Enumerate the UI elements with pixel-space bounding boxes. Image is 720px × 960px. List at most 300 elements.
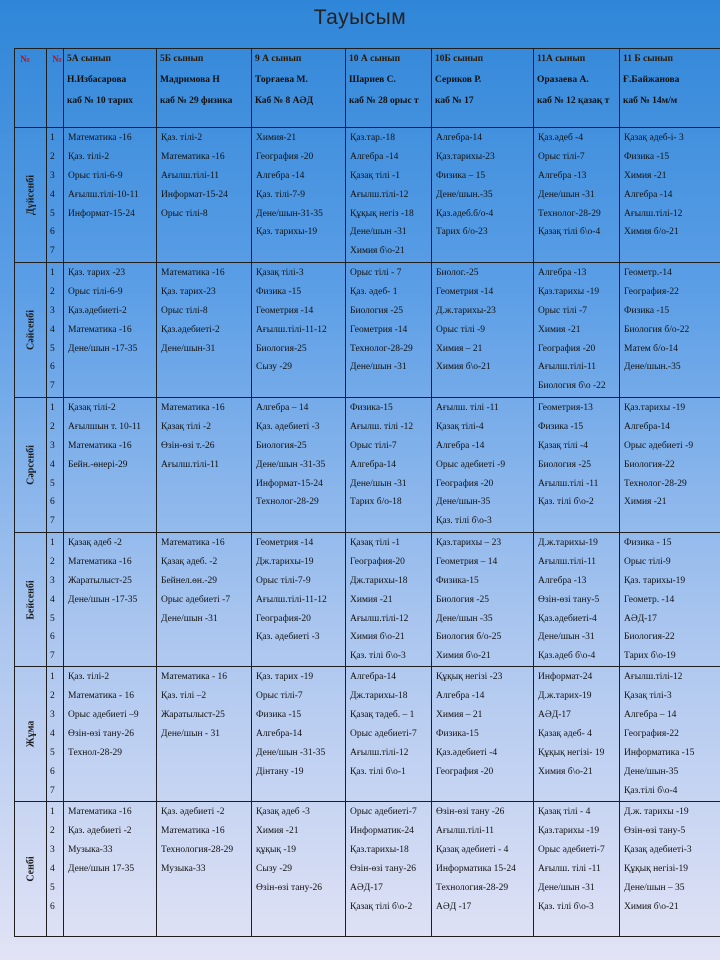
lesson-subject [161, 377, 251, 396]
lesson-subject: Дене/шын -31 [350, 362, 407, 373]
lesson-subject: Ағылш.тілі-12 [350, 613, 409, 624]
lesson-subject: География -20 [436, 478, 494, 489]
lesson-subject: Дене/шын - 31 [161, 728, 220, 739]
lesson-subject: Ағылш.тілі-10-11 [68, 189, 139, 200]
lesson-subject: Алгебра -14 [624, 189, 673, 200]
lesson-subject: Орыс әдебиеті-7 [538, 845, 605, 856]
header-class-line: Н.Избасарова [67, 75, 127, 85]
lesson-cell [157, 802, 252, 937]
lesson-subject [161, 512, 251, 531]
lesson-number: 4 [50, 728, 55, 739]
lesson-subject: География-22 [624, 286, 679, 297]
lesson-subject: Орыс әдебиеті -9 [436, 459, 506, 470]
lesson-subject: Дене/шын-35 [436, 497, 491, 508]
lesson-subject: Химия -21 [624, 497, 667, 508]
lesson-number: 5 [50, 613, 55, 624]
lesson-subject [256, 377, 345, 396]
lesson-number: 5 [50, 747, 55, 758]
day-cell [15, 128, 47, 263]
lesson-subject [624, 242, 720, 261]
lesson-subject: Қаз.әдеб.б/о-4 [436, 208, 494, 219]
lesson-subject: Ағылш.тілі-11 [161, 170, 220, 181]
lesson-subject: Құқық негізі -23 [436, 672, 503, 683]
lesson-number: 7 [50, 785, 55, 796]
lesson-subject: Құқық негізі- 19 [538, 747, 605, 758]
lesson-subject: Ағылш.тілі-12 [350, 189, 409, 200]
header-class-line: Сериков Р. [435, 75, 482, 85]
lesson-subject: Химия б\о-21 [350, 246, 405, 257]
lesson-subject [161, 744, 251, 763]
lesson-subject: География -20 [256, 151, 314, 162]
lesson-subject: Физика-15 [436, 728, 479, 739]
lesson-cell [534, 398, 620, 533]
header-class-line: Каб № 8 АӘД [255, 96, 314, 106]
lesson-subject: География-20 [350, 556, 405, 567]
lesson-cell [620, 263, 720, 398]
lesson-number: 1 [50, 133, 55, 143]
lesson-number: 1 [50, 807, 55, 818]
lesson-subject: Өзін-өзі тану -26 [436, 807, 505, 818]
lesson-subject: Ағылш.тілі-12 [624, 672, 683, 683]
lesson-subject [68, 512, 156, 531]
header-class-3 [252, 49, 346, 128]
lesson-subject: Қазақ әдебиеті-3 [624, 845, 692, 856]
lesson-subject: Технология-28-29 [436, 882, 509, 893]
lesson-subject: Дж.тарихы-18 [350, 691, 408, 702]
lesson-subject: Дене/шын-35 [624, 766, 679, 777]
lesson-cell [252, 398, 346, 533]
lesson-subject: Сызу -29 [256, 863, 293, 874]
lesson-subject: Физика - 15 [624, 538, 672, 548]
lesson-number: 2 [50, 286, 55, 297]
lesson-number: 4 [50, 594, 55, 605]
lesson-subject: Математика -16 [68, 133, 132, 143]
day-row [15, 128, 720, 263]
lesson-subject: Қаз. әдебиеті -3 [256, 632, 320, 643]
lesson-subject: Қаз. тілі-2 [68, 151, 110, 162]
lesson-subject: Орыс әдебиеті-7 [350, 807, 417, 818]
header-class-line: Торғаева М. [255, 75, 308, 85]
lesson-subject: Дене/шын -35 [436, 613, 493, 624]
lesson-subject: Қазақ тілі -2 [161, 421, 211, 432]
lesson-subject [68, 628, 156, 647]
lesson-subject: Өзін-өзі т.-26 [161, 440, 215, 451]
lesson-number: 4 [50, 189, 55, 200]
page-title: Тауысым [313, 6, 407, 29]
lesson-subject: Химия – 21 [436, 343, 483, 354]
lesson-subject: География-22 [624, 728, 679, 739]
lesson-subject: Музыка-33 [68, 845, 113, 856]
lesson-subject: Химия-21 [256, 133, 297, 143]
lesson-subject: Орыс әдебиеті –9 [68, 710, 139, 721]
lesson-subject: Құқық негіз -18 [350, 208, 414, 219]
lesson-cell [432, 667, 534, 802]
lesson-subject: Қаз. тарихы-19 [256, 227, 318, 238]
lesson-subject: Технол-28-29 [68, 747, 123, 758]
lesson-subject: Геометрия -14 [256, 305, 314, 316]
lesson-subject: Алгебра -14 [436, 440, 485, 451]
lesson-subject [68, 377, 156, 396]
header-class-line: 9 А сынып [255, 54, 302, 64]
header-class-line: 11 Б сынып [623, 54, 674, 64]
lesson-subject: Ағылш.тілі -11 [538, 478, 599, 489]
lesson-subject: Дене/шын -31 [161, 613, 218, 624]
lesson-subject: Математика -16 [161, 826, 225, 837]
lesson-subject: Орыс әдебиеті-7 [350, 728, 417, 739]
lesson-subject: Химия б\о-21 [436, 651, 491, 662]
lesson-number: 6 [50, 497, 55, 508]
lesson-subject: Қазақ әдебиеті - 4 [436, 845, 509, 856]
lesson-number: 2 [50, 421, 55, 432]
lesson-subject: Қаз.әдебиеті-2 [161, 324, 220, 335]
lesson-cell [620, 128, 720, 263]
lesson-subject: Алгебра -13 [538, 268, 587, 278]
lesson-subject: Қаз. тілі б\о-3 [538, 901, 594, 912]
lesson-subject: Ағылш.тілі-11 [538, 362, 597, 373]
lesson-subject: Қаз. тілі –2 [161, 691, 207, 702]
lesson-subject: Математика -16 [68, 440, 132, 451]
lesson-subject: Қазақ тілі-3 [256, 268, 304, 278]
lesson-subject: Қаз. әдебиеті -2 [68, 826, 132, 837]
lesson-subject [256, 242, 345, 261]
lesson-subject: Қаз. тілі б\о-3 [350, 651, 406, 662]
lesson-subject: Тарих б\о-19 [624, 651, 676, 662]
lesson-subject: Дене/шын -31-35 [256, 459, 326, 470]
lesson-subject [68, 782, 156, 801]
lesson-subject: Ағылш. тілі -11 [538, 863, 601, 874]
lesson-subject: АӘД-17 [624, 613, 657, 624]
lesson-subject: Геометрия – 14 [436, 556, 498, 567]
lesson-cell [534, 263, 620, 398]
lesson-subject: Ағылш.тілі-11 [436, 826, 495, 837]
lesson-subject [624, 512, 720, 531]
lesson-subject: Физика -15 [256, 286, 302, 297]
lesson-subject: Химия -21 [624, 170, 667, 181]
lesson-subject [68, 610, 156, 629]
lesson-subject: Д.ж. тарихы -19 [624, 807, 689, 818]
schedule-table [14, 48, 720, 937]
lesson-subject: Геометрия -14 [436, 286, 494, 297]
lesson-numbers [47, 533, 64, 667]
lesson-subject: Қазақ тілі -4 [538, 440, 588, 451]
lesson-subject: Математика -16 [161, 151, 225, 162]
lesson-subject: Математика -16 [161, 538, 225, 548]
lesson-subject [68, 898, 156, 917]
lesson-subject [161, 898, 251, 917]
lesson-numbers [47, 802, 64, 937]
lesson-subject: Қаз. тілі б\о-2 [538, 497, 594, 508]
lesson-cell [64, 398, 157, 533]
lesson-number: 5 [50, 343, 55, 354]
lesson-subject [436, 377, 533, 396]
lesson-subject: Физика -15 [624, 151, 670, 162]
lesson-subject: Қаз.әдебиеті-4 [538, 613, 597, 624]
lesson-subject: Биология-25 [256, 343, 307, 354]
lesson-cell [620, 802, 720, 937]
lesson-subject: Химия б\о-21 [624, 901, 679, 912]
lesson-cell [64, 128, 157, 263]
lesson-subject [161, 475, 251, 494]
lesson-subject: Информат-15-24 [161, 189, 228, 200]
lesson-subject: Орыс тілі - 7 [350, 268, 402, 278]
lesson-subject: Алгебра – 14 [624, 710, 677, 721]
lesson-number: 6 [50, 362, 55, 373]
header-class-line: Шариев С. [349, 75, 396, 85]
lesson-subject: Алгебра-14 [350, 672, 397, 683]
lesson-subject: Өзін-өзі тану-26 [350, 863, 416, 874]
header-class-5 [432, 49, 534, 128]
lesson-number: 3 [50, 710, 55, 721]
lesson-subject [436, 242, 533, 261]
lesson-subject [161, 647, 251, 666]
lesson-subject [538, 512, 619, 531]
lesson-subject [350, 377, 431, 396]
header-class-line: 10Б сынып [435, 54, 484, 64]
lesson-number: 7 [50, 381, 55, 392]
lesson-subject [624, 377, 720, 396]
header-class-line: Оразаева А. [537, 75, 589, 85]
lesson-cell [157, 533, 252, 667]
lesson-subject: Орыс тілі-7-9 [256, 575, 311, 586]
lesson-subject [256, 647, 345, 666]
lesson-subject: Орыс тілі -9 [436, 324, 486, 335]
lesson-subject [68, 358, 156, 377]
lesson-subject: Қазақ тілі -1 [350, 538, 400, 548]
lesson-subject: Химия б\о-21 [436, 362, 491, 373]
lesson-subject: Дене/шын -17-35 [68, 343, 138, 354]
lesson-subject: Геометрия -14 [350, 324, 408, 335]
lesson-subject: Информат-24 [538, 672, 593, 683]
lesson-subject: Ағылш. тілі -12 [350, 421, 414, 432]
lesson-cell [346, 128, 432, 263]
lesson-subject: Информатик-24 [350, 826, 414, 837]
lesson-number: 4 [50, 324, 55, 335]
lesson-subject: Өзін-өзі тану-26 [256, 882, 322, 893]
lesson-cell [346, 398, 432, 533]
header-class-4 [346, 49, 432, 128]
lesson-subject: Қаз. тарих -23 [68, 268, 126, 278]
day-cell [15, 667, 47, 802]
lesson-subject: География-20 [256, 613, 311, 624]
lesson-subject: Биология б/о-22 [624, 324, 690, 335]
lesson-subject: Химия – 21 [436, 710, 483, 721]
lesson-subject: Орыс тілі-8 [161, 208, 208, 219]
lesson-subject: География -20 [436, 766, 494, 777]
lesson-subject: Физика -15 [624, 305, 670, 316]
lesson-subject: Тарих б/о-18 [350, 497, 402, 508]
lesson-subject: Қаз.тілі б\о-4 [624, 785, 678, 796]
lesson-subject: Ағылш.тілі-11 [538, 556, 597, 567]
lesson-subject: Жаратылыст-25 [161, 710, 225, 721]
day-cell [15, 398, 47, 533]
lesson-subject: Қазақ тілі-3 [624, 691, 672, 702]
lesson-subject: Орыс тілі-7 [538, 151, 585, 162]
lesson-subject: Математика - 16 [68, 691, 135, 702]
lesson-cell [64, 802, 157, 937]
lesson-subject: Геометрия-13 [538, 403, 593, 413]
lesson-subject: Математика -16 [161, 268, 225, 278]
lesson-subject: Физика – 15 [436, 170, 486, 181]
lesson-subject: Биология -25 [538, 459, 592, 470]
lesson-subject: Д.ж.тарихы-23 [436, 305, 496, 316]
lesson-subject: Физика-15 [436, 575, 479, 586]
lesson-subject: Технолог-28-29 [256, 497, 319, 508]
lesson-cell [252, 128, 346, 263]
lesson-subject: Қаз.тарихы – 23 [436, 538, 502, 548]
lesson-numbers [47, 128, 64, 263]
lesson-subject [68, 763, 156, 782]
lesson-subject: Ағылш.тілі-11-12 [256, 324, 327, 335]
lesson-cell [620, 398, 720, 533]
lesson-cell [346, 667, 432, 802]
lesson-subject: География -20 [538, 343, 596, 354]
lesson-cell [252, 802, 346, 937]
lesson-subject: Алгебра-14 [436, 133, 483, 143]
lesson-subject: Ағылш. тілі -11 [436, 403, 499, 413]
day-cell [15, 533, 47, 667]
lesson-cell [432, 263, 534, 398]
lesson-number: 1 [50, 403, 55, 413]
lesson-subject: Орыс тілі-7 [256, 691, 303, 702]
lesson-number: 2 [50, 151, 55, 162]
lesson-subject: Орыс әдебиеті -7 [161, 594, 231, 605]
lesson-subject [68, 879, 156, 898]
lesson-subject: Ағылш.тілі-12 [624, 208, 683, 219]
lesson-subject [161, 628, 251, 647]
lesson-subject [350, 782, 431, 801]
lesson-subject: Дж.тарихы-19 [256, 556, 314, 567]
lesson-subject: АӘД-17 [538, 710, 571, 721]
lesson-subject: Дене/шын-31 [161, 343, 216, 354]
lesson-subject: Биология-25 [256, 440, 307, 451]
lesson-cell [346, 263, 432, 398]
lesson-subject: Алгебра-14 [350, 459, 397, 470]
lesson-subject [161, 493, 251, 512]
lesson-subject: Орыс тілі-8 [161, 305, 208, 316]
header-class-7 [620, 49, 720, 128]
lesson-subject: Информат-15-24 [256, 478, 323, 489]
lesson-numbers [47, 263, 64, 398]
lesson-subject [68, 475, 156, 494]
lesson-subject [538, 242, 619, 261]
lesson-cell [252, 533, 346, 667]
lesson-subject: Орыс тілі-7 [350, 440, 397, 451]
lesson-cell [157, 263, 252, 398]
lesson-subject: Технолог-28-29 [538, 208, 601, 219]
lesson-subject: Қаз. тарих -19 [256, 672, 314, 683]
lesson-subject: Дінтану -19 [256, 766, 304, 777]
day-label: Сәйсенбі [25, 310, 36, 350]
lesson-subject: Қазақ тілі -1 [350, 170, 400, 181]
lesson-number: 7 [50, 516, 55, 527]
lesson-cell [64, 667, 157, 802]
lesson-subject: Биология б/о-25 [436, 632, 502, 643]
lesson-subject: Өзін-өзі тану-5 [538, 594, 600, 605]
lesson-subject: Дене/шын-31-35 [256, 208, 323, 219]
lesson-subject [68, 647, 156, 666]
lesson-number: 2 [50, 556, 55, 567]
lesson-subject: Орыс тілі-9 [624, 556, 671, 567]
lesson-subject: Геометр. -14 [624, 594, 675, 605]
lesson-number: 6 [50, 901, 55, 912]
lesson-subject: Қазақ әдеб-і- 3 [624, 133, 684, 143]
header-lesson-number-col: № [47, 49, 64, 128]
lesson-subject: Биология б\о -22 [538, 381, 606, 392]
lesson-subject: АӘД-17 [350, 882, 383, 893]
day-row [15, 263, 720, 398]
lesson-subject: Дене/шын 17-35 [68, 863, 135, 874]
day-label: Бейсенбі [25, 579, 36, 620]
lesson-subject: Дене/шын -31-35 [256, 747, 326, 758]
lesson-cell [252, 667, 346, 802]
lesson-number: 3 [50, 575, 55, 586]
lesson-subject: Дене/шын -31 [538, 632, 595, 643]
lesson-subject: Дене/шын -31 [350, 227, 407, 238]
lesson-subject: Қаз. тілі-2 [161, 133, 203, 143]
lesson-subject: Қаз.тарихы -19 [624, 403, 686, 413]
lesson-number: 1 [50, 538, 55, 548]
header-row [15, 49, 720, 128]
lesson-subject: Қазақ әдеб. -2 [161, 556, 218, 567]
lesson-subject: Қаз. әдебиеті -2 [161, 807, 225, 818]
lesson-cell [64, 263, 157, 398]
lesson-subject [256, 512, 345, 531]
lesson-number: 4 [50, 863, 55, 874]
lesson-cell [64, 533, 157, 667]
lesson-subject: Биология-22 [624, 459, 675, 470]
lesson-subject: Өзін-өзі тану-5 [624, 826, 686, 837]
lesson-subject: Химия б/о-21 [624, 227, 679, 238]
lesson-number: 5 [50, 882, 55, 893]
lesson-subject: Алгебра -13 [538, 170, 587, 181]
lesson-cell [432, 533, 534, 667]
lesson-subject: Қазақ тілі б\о-4 [538, 227, 601, 238]
lesson-subject: Қазақ тілі б\о-2 [350, 901, 413, 912]
lesson-subject: Дене/шын -31 [350, 478, 407, 489]
lesson-number: 5 [50, 208, 55, 219]
lesson-subject: Өзін-өзі тану-26 [68, 728, 134, 739]
day-row [15, 398, 720, 533]
lesson-subject: Химия -21 [350, 594, 393, 605]
lesson-subject: Математика - 16 [161, 672, 228, 683]
lesson-cell [346, 802, 432, 937]
lesson-cell [252, 263, 346, 398]
header-class-line: каб № 28 орыс т [349, 96, 419, 106]
day-label: Сәрсенбі [25, 445, 36, 485]
header-class-2 [157, 49, 252, 128]
lesson-subject: Қаз. тілі-7-9 [256, 189, 306, 200]
lesson-subject: Қаз. тілі-2 [68, 672, 110, 683]
lesson-subject: Дене/шын -31 [538, 189, 595, 200]
lesson-cell [157, 398, 252, 533]
lesson-subject [161, 358, 251, 377]
lesson-number: 3 [50, 305, 55, 316]
lesson-subject: Ағылш.тілі-12 [350, 747, 409, 758]
lesson-subject: Химия -21 [538, 324, 581, 335]
lesson-subject: Информатика -15 [624, 747, 695, 758]
lesson-subject: Дене/шын.-35 [436, 189, 493, 200]
header-class-line: 5Б сынып [160, 54, 204, 64]
lesson-subject [161, 223, 251, 242]
lesson-subject: Дене/шын -31 [538, 882, 595, 893]
lesson-numbers [47, 398, 64, 533]
lesson-subject: Қаз.тарихы -19 [538, 826, 600, 837]
lesson-cell [534, 533, 620, 667]
lesson-subject: Технолог-28-29 [624, 478, 687, 489]
lesson-numbers [47, 667, 64, 802]
lesson-subject [350, 512, 431, 531]
lesson-subject: Музыка-33 [161, 863, 206, 874]
